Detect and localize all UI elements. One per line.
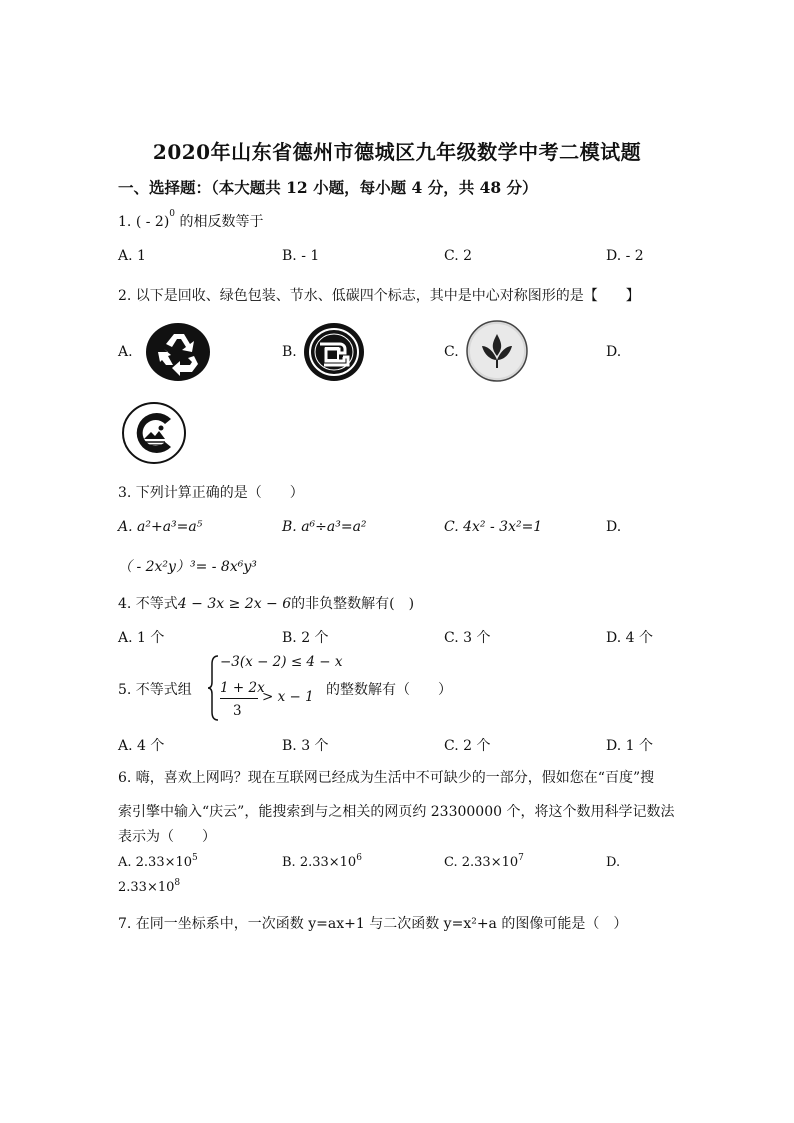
q6-option-d-text: 2.33×10 — [118, 880, 175, 895]
question-1-stem — [118, 211, 263, 231]
question-4-stem — [118, 593, 414, 613]
q1-option-d[interactable]: D. - 2 — [606, 248, 644, 264]
q4-option-c[interactable]: C. 3 个 — [444, 630, 491, 646]
q5-line-1: −3(x − 2) ≤ 4 − x — [220, 654, 343, 670]
section-heading: 一、选择题：（本大题共 12 小题，每小题 4 分，共 48 分） — [118, 178, 538, 197]
q5-prefix: 5. 不等式组 — [118, 682, 192, 698]
q6-option-b-exp: 6 — [356, 853, 362, 863]
q6-option-a-exp: 5 — [192, 853, 198, 863]
question-6-line-2: 索引擎中输入“庆云”，能搜索到与之相关的网页约 23300000 个，将这个数用科学记数法 — [118, 804, 675, 820]
q3-option-d-content: （ - 2x²y）³= - 8x⁶y³ — [118, 559, 257, 575]
q3-option-b[interactable]: B. a⁶÷a³=a² — [282, 519, 367, 535]
q4-option-a[interactable]: A. 1 个 — [118, 630, 165, 646]
q4-inequality: 4 − 3x ≥ 2x − 6 — [177, 596, 292, 612]
q1-option-a[interactable]: A. 1 — [118, 248, 146, 264]
q6-option-d[interactable]: D. — [606, 855, 621, 870]
q6-option-b-text: B. 2.33×10 — [282, 855, 357, 870]
green-packaging-logo-icon[interactable] — [303, 322, 365, 382]
q5-inequality-system — [208, 654, 343, 722]
q6-option-b[interactable] — [282, 855, 362, 870]
q6-option-a-text: A. 2.33×10 — [118, 855, 193, 870]
q1-text: 的相反数等于 — [175, 214, 264, 230]
q6-option-d-exp: 8 — [174, 878, 181, 888]
question-6-line-1: 6. 嗨，喜欢上网吗？现在互联网已经成为生活中不可缺少的一部分，假如您在“百度”搜 — [118, 770, 655, 786]
recycle-logo-icon[interactable] — [144, 322, 212, 382]
q3-option-d[interactable]: D. — [606, 519, 622, 535]
q6-option-a[interactable] — [118, 855, 198, 870]
q5-option-d[interactable]: D. 1 个 — [606, 738, 653, 754]
q4-option-d[interactable]: D. 4 个 — [606, 630, 653, 646]
q1-option-c[interactable]: C. 2 — [444, 248, 473, 264]
q2-option-d-label[interactable]: D. — [606, 344, 622, 360]
q5-fraction-rhs: > x − 1 — [262, 689, 314, 705]
q4-suffix: 的非负整数解有( ) — [291, 596, 415, 612]
left-brace-icon — [208, 654, 220, 722]
q2-option-c-label[interactable]: C. — [444, 344, 459, 360]
question-2-stem: 2. 以下是回收、绿色包装、节水、低碳四个标志，其中是中心对称图形的是【 】 — [118, 288, 640, 304]
q2-option-a-label[interactable]: A. — [118, 344, 133, 360]
q2-option-b-label[interactable]: B. — [282, 344, 297, 360]
question-3-stem: 3. 下列计算正确的是（ ） — [118, 485, 304, 501]
q4-prefix: 4. 不等式 — [118, 596, 178, 612]
q3-option-a[interactable]: A. a²+a³=a⁵ — [118, 519, 203, 535]
q4-option-b[interactable]: B. 2 个 — [282, 630, 329, 646]
q6-option-c-text: C. 2.33×10 — [444, 855, 519, 870]
low-carbon-logo-icon[interactable] — [121, 401, 187, 465]
question-7-stem: 7. 在同一坐标系中，一次函数 y=ax+1 与二次函数 y=x²+a 的图像可能是（ ） — [118, 916, 628, 932]
q1-exponent: 0 — [169, 209, 176, 219]
q5-option-b[interactable]: B. 3 个 — [282, 738, 329, 754]
q1-expr: ( - 2) — [135, 214, 170, 230]
q5-fraction-numerator: 1 + 2x — [220, 680, 265, 696]
q1-option-b[interactable]: B. - 1 — [282, 248, 320, 264]
q5-fraction-denominator: 3 — [233, 703, 242, 719]
q1-number: 1. — [118, 214, 132, 230]
question-6-line-3: 表示为（ ） — [118, 829, 216, 845]
water-saving-logo-icon[interactable] — [466, 320, 528, 382]
q6-option-c-exp: 7 — [518, 853, 524, 863]
q5-option-c[interactable]: C. 2 个 — [444, 738, 491, 754]
q3-option-c[interactable]: C. 4x² - 3x²=1 — [444, 519, 543, 535]
q5-option-a[interactable]: A. 4 个 — [118, 738, 165, 754]
q5-suffix: 的整数解有（ ） — [326, 682, 452, 698]
q5-fraction-bar — [220, 698, 258, 699]
page-title: 2020年山东省德州市德城区九年级数学中考二模试题 — [152, 140, 642, 164]
q6-option-c[interactable] — [444, 855, 524, 870]
q6-option-d-content — [118, 880, 180, 895]
